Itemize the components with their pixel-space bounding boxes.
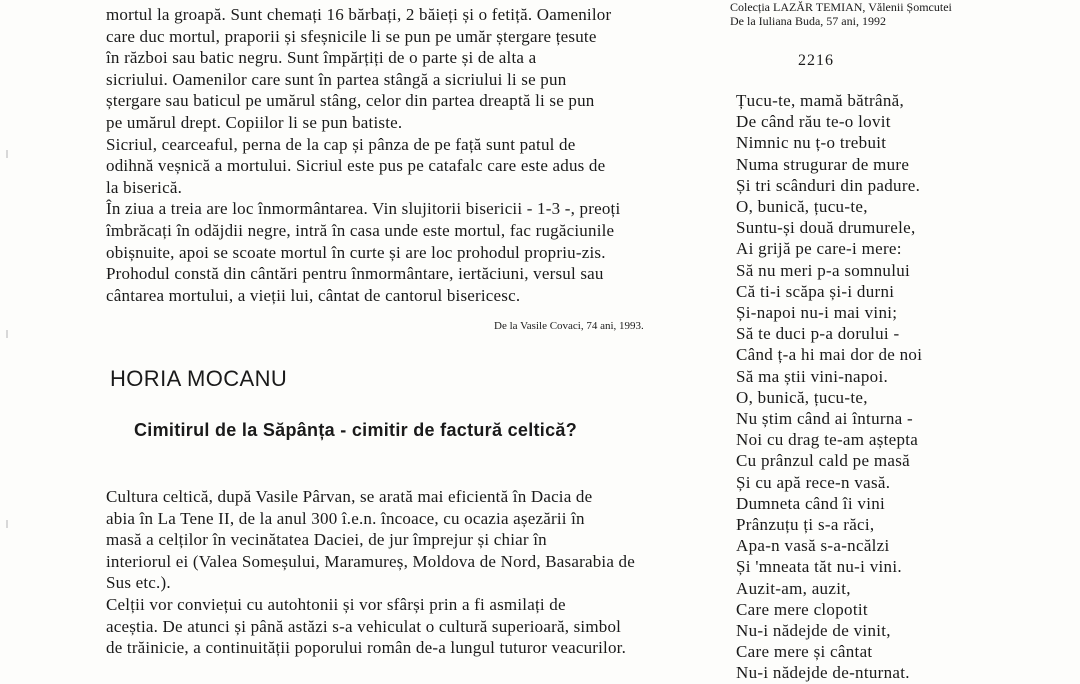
poem-line: Numa strugurar de mure: [736, 154, 910, 174]
intro-lines: [106, 4, 721, 306]
text-line: obișnuite, apoi se scoate mortul în curte și are loc prohodul propriu-zis.: [106, 242, 606, 262]
poem-line: Și tri scânduri din padure.: [736, 175, 921, 195]
poem-line: Țucu-te, mamă bătrână,: [736, 91, 905, 110]
poem-line: Și-napoi nu-i mai vini;: [736, 303, 898, 323]
collection-line-2: De la Iuliana Buda, 57 ani, 1992: [730, 14, 886, 28]
text-line: abia în La Tene II, de la anul 300 î.e.n. încoace, cu ocazia așezării în: [106, 508, 585, 528]
text-line: cântarea mortului, a vieții lui, cântat de cantorul bisericesc.: [106, 285, 521, 305]
poem-line: Când ț-a hi mai dor de noi: [736, 345, 923, 365]
poem-line: Și 'mneata tăt nu-i vini.: [736, 557, 902, 577]
poem-line: O, bunică, țucu-te,: [736, 387, 868, 407]
poem: [736, 90, 922, 684]
collection-note: [730, 0, 952, 28]
poem-line: Și cu apă rece-n vasă.: [736, 472, 891, 492]
poem-line: Nu știm când ai înturna -: [736, 409, 913, 429]
poem-line: Noi cu drag te-am aștepta: [736, 430, 919, 450]
poem-line: Cu prânzul cald pe masă: [736, 451, 911, 471]
text-line: odihnă veșnică a mortului. Sicriul este pus pe catafalc care este adus de: [106, 156, 606, 176]
text-line: masă a celților în vecinătatea Daciei, de jur împrejur și chiar în: [106, 530, 547, 550]
intro-paragraph: [106, 0, 721, 306]
text-line: aceștia. De atunci și până astăzi s-a vehiculat o cultură superioară, simbol: [106, 616, 622, 636]
article-body: [106, 486, 721, 659]
text-line: îmbrăcați în odăjdii negre, intră în casa unde este mortul, fac rugăciunile: [106, 220, 615, 240]
collection-line-1: Colecția LAZĂR TEMIAN, Vălenii Șomcutei: [730, 0, 952, 14]
poem-line: Apa-n vasă s-a-ncălzi: [736, 536, 890, 556]
poem-line: Ai grijă pe care-i mere:: [736, 239, 902, 259]
text-line: ștergare sau baticul pe umărul stâng, celor din partea dreaptă li se pun: [106, 91, 595, 111]
text-line: interiorul ei (Valea Someșului, Maramureș, Moldova de Nord, Basarabia de: [106, 551, 635, 571]
text-line: În ziua a treia are loc înmormântarea. Vin slujitorii bisericii - 1-3 -, preoți: [106, 199, 621, 219]
poem-line: Nu-i nădejde de-nturnat.: [736, 663, 910, 683]
text-line: Celții vor conviețui cu autohtonii și vor sfârși prin a fi asmilați de: [106, 594, 566, 614]
text-line: sicriului. Oamenilor care sunt în partea stângă a sicriului li se pun: [106, 69, 567, 89]
text-line: Prohodul constă din cântări pentru înmormântare, iertăciuni, versul sau: [106, 264, 604, 284]
poem-line: Auzit-am, auzit,: [736, 578, 851, 598]
poem-line: Să ma știi vini-napoi.: [736, 366, 889, 386]
text-line: care duc mortul, praporii și sfeșnicile li se pun pe umăr ștergare țesute: [106, 26, 597, 46]
poem-line: Că ti-i scăpa și-i durni: [736, 281, 895, 301]
text-line: Cultura celtică, după Vasile Pârvan, se arată mai eficientă în Dacia de: [106, 487, 593, 506]
poem-line: Prânzuțu ți s-a răci,: [736, 515, 875, 535]
poem-line: Care mere clopotit: [736, 599, 868, 619]
source-attribution: De la Vasile Covaci, 74 ani, 1993.: [494, 320, 644, 332]
text-line: pe umărul drept. Copiilor li se pun batiste.: [106, 112, 403, 132]
poem-line: Dumneta când îi vini: [736, 493, 886, 513]
poem-line: Să nu meri p-a somnului: [736, 260, 911, 280]
scan-mark: [6, 520, 8, 528]
poem-number: 2216: [798, 52, 834, 69]
poem-line: Nu-i nădejde de vinit,: [736, 621, 891, 641]
text-line: Sicriul, cearceaful, perna de la cap și pânza de pe față sunt patul de: [106, 134, 576, 154]
poem-line: O, bunică, țucu-te,: [736, 197, 868, 217]
scan-mark: [6, 330, 8, 338]
poem-line: De când rău te-o lovit: [736, 112, 891, 132]
poem-line: Să te duci p-a dorului -: [736, 324, 900, 344]
text-line: de trăinicie, a continuității poporului român de-a lungul tuturor veacurilor.: [106, 638, 627, 658]
scan-mark: [6, 150, 8, 158]
poem-line: Suntu-și două drumurele,: [736, 218, 916, 238]
text-line: în război sau batic negru. Sunt împărțiți de o parte și de alta a: [106, 48, 537, 68]
text-line: Sus etc.).: [106, 573, 171, 593]
author-name: HORIA MOCANU: [110, 366, 288, 391]
text-line: la biserică.: [106, 177, 183, 197]
text-line: mortul la groapă. Sunt chemați 16 bărbați, 2 băieți și o fetiță. Oamenilor: [106, 5, 612, 24]
poem-line: Nimnic nu ț-o trebuit: [736, 133, 887, 153]
article-title: Cimitirul de la Săpânța - cimitir de factură celtică?: [134, 420, 578, 440]
poem-line: Care mere și cântat: [736, 642, 873, 662]
